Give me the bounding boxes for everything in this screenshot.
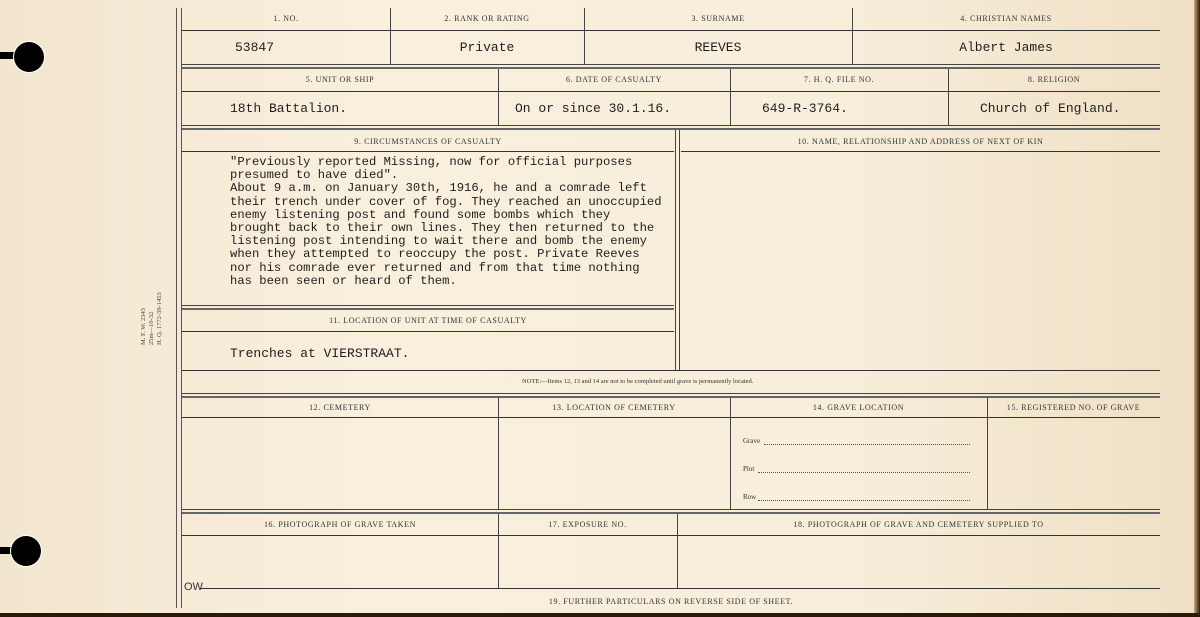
- cemetery-header-rule: [182, 417, 1160, 418]
- no-label: 1. NO.: [273, 14, 299, 23]
- surname-value[interactable]: REEVES: [694, 40, 742, 55]
- circumstances-line: has been seen or heard of them.: [230, 273, 457, 288]
- no-value[interactable]: 53847: [235, 40, 275, 55]
- photograph-taken-label: 16. PHOTOGRAPH OF GRAVE TAKEN: [263, 520, 417, 529]
- ow-mark: OW: [184, 581, 203, 593]
- next-of-kin-label: 10. NAME, RELATIONSHIP AND ADDRESS OF NEXT OF KIN: [797, 137, 1044, 146]
- surname-label: 3. SURNAME: [691, 14, 745, 23]
- punch-hole-bottom: [11, 536, 41, 566]
- circumstances-line: "Previously reported Missing, now for official purposes: [230, 155, 633, 169]
- date-of-casualty-label: 6. DATE OF CASUALTY: [565, 75, 662, 84]
- circumstances-line: their trench under cover of fog. They reached an unoccupied: [230, 194, 662, 209]
- date-of-casualty-value[interactable]: On or since 30.1.16.: [515, 101, 672, 116]
- grave-location-label: 14. GRAVE LOCATION: [812, 403, 905, 412]
- margin-print-line: H. Q. 1772-39-1453: [156, 292, 163, 345]
- margin-print: [140, 292, 164, 345]
- row-divider: [182, 305, 674, 310]
- divider: [730, 397, 731, 509]
- divider: [987, 397, 988, 509]
- circumstances-line: nor his comrade ever returned and from that time nothing: [230, 260, 640, 275]
- location-header-rule: [182, 331, 674, 332]
- sheet-bottom-edge: [0, 613, 1200, 617]
- row1-header-rule: [182, 30, 1160, 31]
- row-field-label: Row: [743, 493, 757, 501]
- religion-value[interactable]: Church of England.: [980, 101, 1121, 116]
- hq-file-no-value[interactable]: 649-R-3764.: [762, 101, 848, 116]
- circumstances-header-rule: [182, 151, 674, 152]
- row2-header-rule: [182, 91, 1160, 92]
- hq-file-no-label: 7. H. Q. FILE NO.: [803, 75, 875, 84]
- row-divider: [200, 588, 1160, 589]
- punch-hole-top: [14, 42, 44, 72]
- grave-field-label: Grave: [743, 437, 761, 445]
- row-divider: [182, 393, 1160, 398]
- christian-names-label: 4. CHRISTIAN NAMES: [960, 14, 1052, 23]
- photograph-supplied-label: 18. PHOTOGRAPH OF GRAVE AND CEMETERY SUPPLIED TO: [793, 520, 1044, 529]
- location-of-cemetery-label: 13. LOCATION OF CEMETERY: [552, 403, 676, 412]
- note-text: NOTE:—Items 12, 13 and 14 are not to be completed until grave is permanently located.: [522, 378, 754, 385]
- row-divider: [182, 125, 1160, 130]
- divider: [675, 130, 680, 370]
- rank-value[interactable]: Private: [459, 40, 515, 55]
- registered-no-label: 15. REGISTERED NO. OF GRAVE: [1006, 403, 1141, 412]
- divider: [498, 397, 499, 509]
- margin-print-line: 25m—10-32: [148, 311, 155, 345]
- unit-label: 5. UNIT OR SHIP: [305, 75, 375, 84]
- margin-print-line: M. F. W. 2343: [140, 307, 147, 345]
- religion-label: 8. RELIGION: [1027, 75, 1081, 84]
- circumstances-line: listening post intending to wait there and bomb the enemy: [230, 234, 647, 249]
- location-of-unit-value[interactable]: Trenches at VIERSTRAAT.: [230, 346, 410, 361]
- circumstances-line: brought back to their own lines. They then returned to the: [230, 221, 655, 236]
- sheet-right-edge: [1194, 0, 1200, 617]
- row-divider: [182, 370, 1160, 371]
- next-of-kin-header-rule: [681, 151, 1160, 152]
- circumstances-text[interactable]: [230, 156, 662, 288]
- location-of-unit-label: 11. LOCATION OF UNIT AT TIME OF CASUALTY: [329, 316, 527, 325]
- row-field-line[interactable]: [758, 500, 970, 501]
- row-divider: [182, 64, 1160, 69]
- circumstances-line: when they attempted to reoccupy the post. Private Reeves: [230, 247, 640, 262]
- circumstances-line: presumed to have died".: [230, 168, 399, 183]
- plot-field-label: Plot: [743, 465, 755, 473]
- further-particulars-label: 19. FURTHER PARTICULARS ON REVERSE SIDE OF SHEET.: [548, 597, 794, 606]
- circumstances-line: About 9 a.m. on January 30th, 1916, he and a comrade left: [230, 181, 647, 196]
- circumstances-label: 9. CIRCUMSTANCES OF CASUALTY: [354, 137, 502, 146]
- grave-field-line[interactable]: [764, 444, 970, 445]
- plot-field-line[interactable]: [758, 472, 970, 473]
- exposure-no-label: 17. EXPOSURE NO.: [548, 520, 627, 529]
- unit-value[interactable]: 18th Battalion.: [230, 101, 348, 116]
- cemetery-label: 12. CEMETERY: [309, 403, 371, 412]
- row-divider: [182, 509, 1160, 514]
- christian-names-value[interactable]: Albert James: [959, 40, 1053, 55]
- rank-label: 2. RANK OR RATING: [444, 14, 530, 23]
- photo-header-rule: [182, 535, 1160, 536]
- circumstances-line: enemy listening post and found some bombs which they: [230, 207, 611, 222]
